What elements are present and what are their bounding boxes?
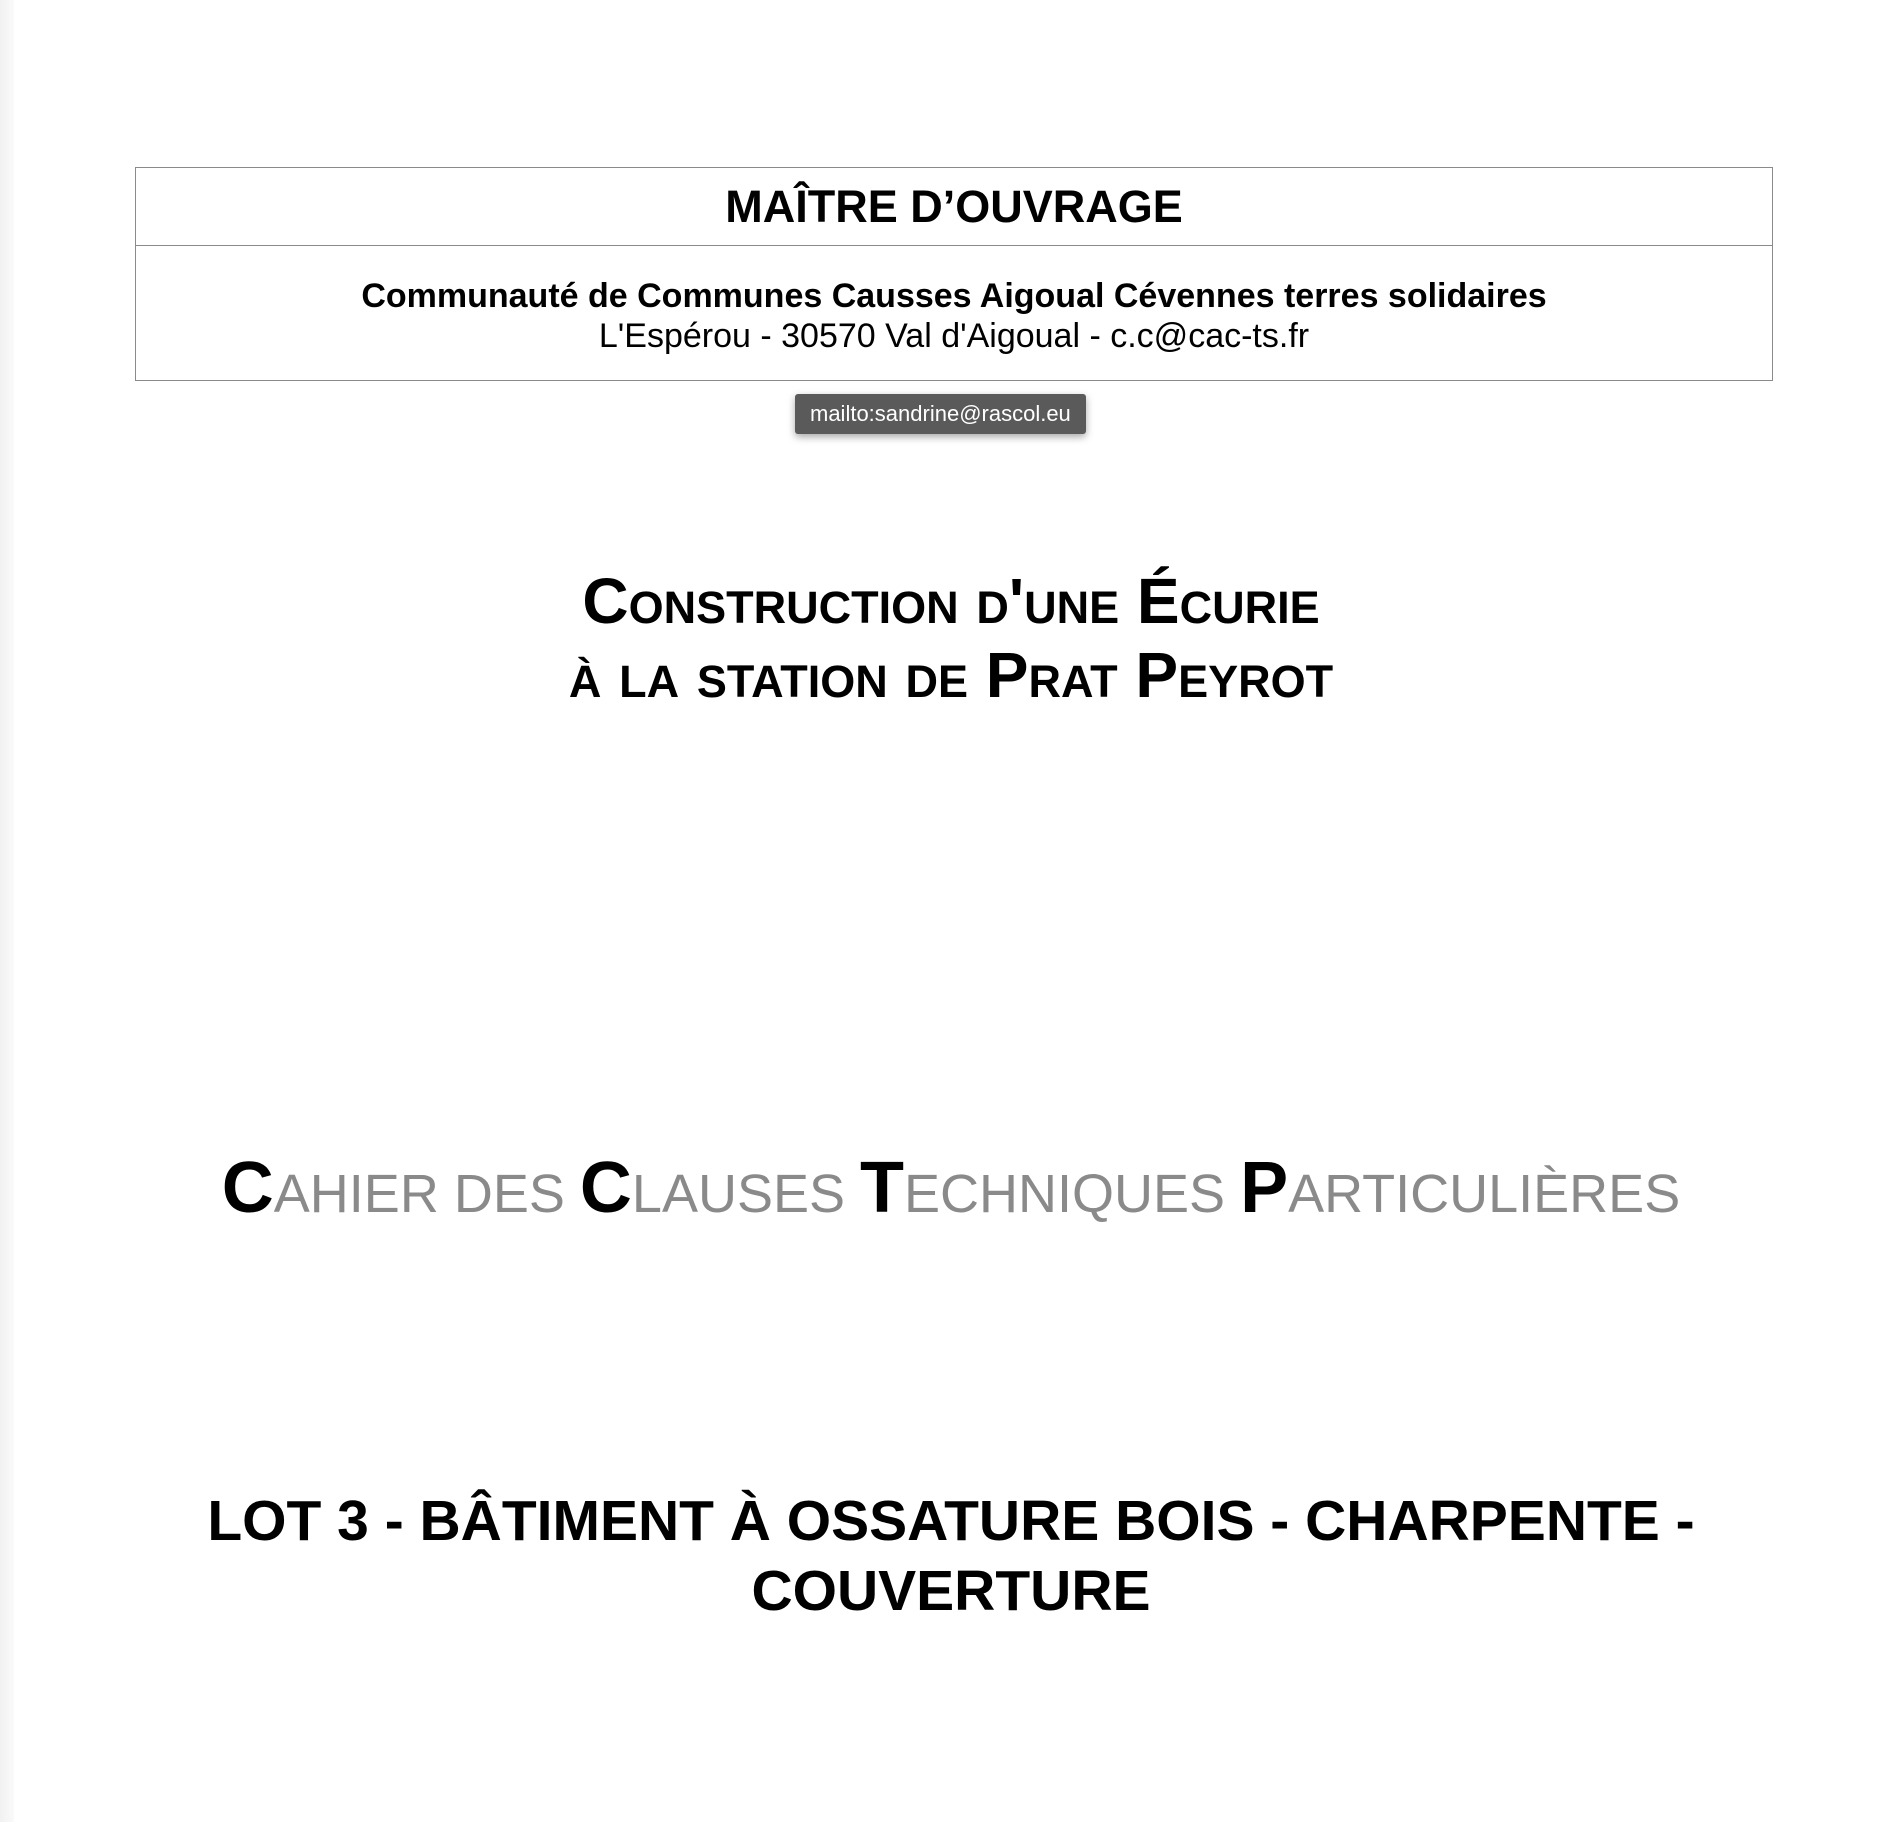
owner-details [136, 246, 1772, 356]
owner-heading: MAÎTRE D’OUVRAGE [136, 168, 1772, 246]
document-type-word-3: CLAUSES [579, 1148, 846, 1228]
project-title-line-2: à la station de Prat Peyrot [568, 639, 1334, 711]
link-tooltip: mailto:sandrine@rascol.eu [795, 394, 1086, 434]
owner-organization: Communauté de Communes Causses Aigoual Cévennes terres solidaires [361, 277, 1547, 315]
project-title-line-1: Construction d'une Écurie [582, 565, 1320, 637]
page-edge-shadow [0, 0, 14, 1822]
document-type-word-4: TECHNIQUES [860, 1148, 1226, 1228]
lot-title: LOT 3 - BÂTIMENT À OSSATURE BOIS - CHARPENTE - COUVERTURE [207, 1489, 1695, 1623]
document-type-word-2: DES [453, 1164, 565, 1224]
document-type-word-1: CAHIER [221, 1148, 439, 1228]
document-type-title [0, 1148, 1902, 1234]
document-type-word-5: PARTICULIÈRES [1240, 1148, 1681, 1228]
owner-address: L'Espérou - 30570 Val d'Aigoual - c.c@cac-ts.fr [598, 317, 1310, 355]
owner-box [135, 167, 1773, 381]
project-title [0, 564, 1902, 712]
